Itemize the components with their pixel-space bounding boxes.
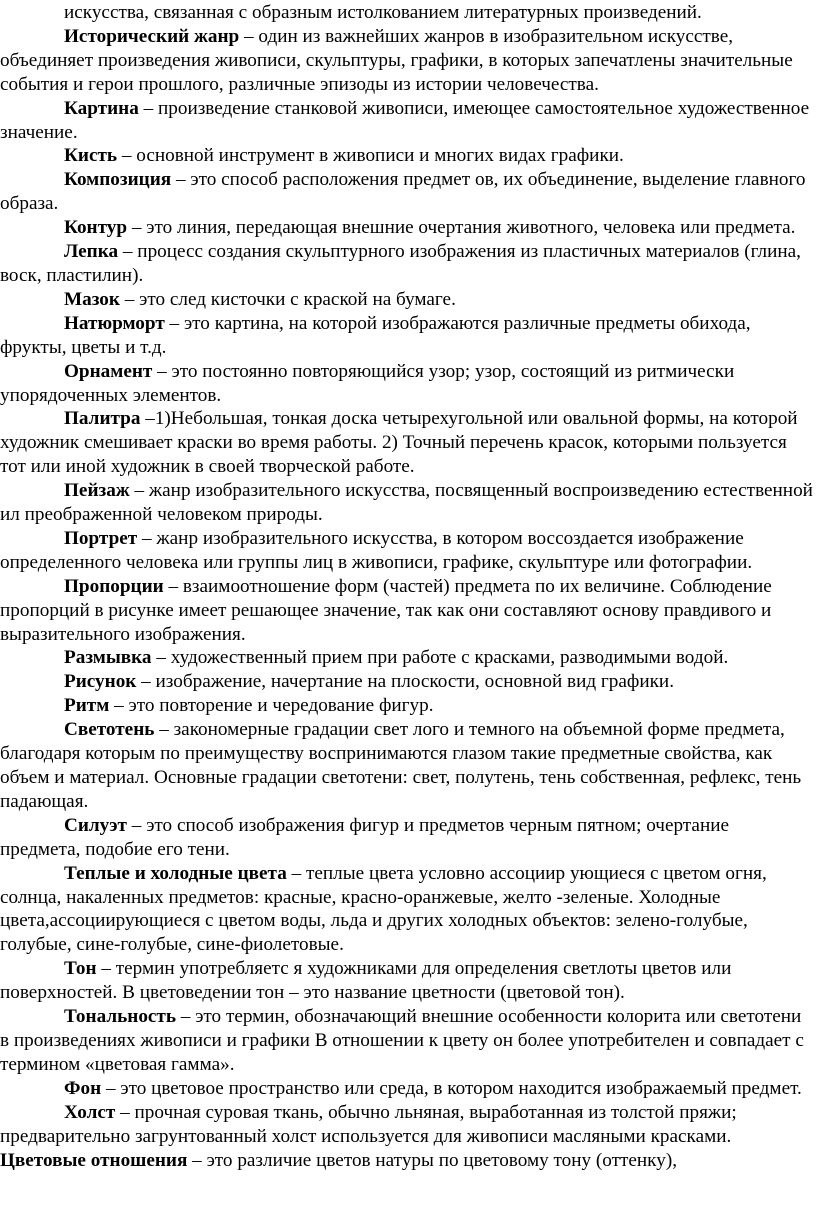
entry-term: Рисунок — [64, 671, 137, 693]
glossary-entry — [0, 575, 814, 647]
entry-term: Натюрморт — [64, 312, 165, 334]
glossary-entry — [0, 527, 814, 575]
entry-term: Картина — [64, 97, 139, 119]
entry-term: Размывка — [64, 647, 152, 669]
glossary-entry — [0, 144, 814, 168]
entry-definition: – теплые цвета условно ассоциир ующиеся с цветом огня, солнца, накаленных предметов: красные, красно-оранжевые, желто -зеленые. Холодные цвета,ассоциирующиеся с цветом воды, льда и других холодных объектов: зелено-голубые, голубые, сине-голубые, сине-фиолетовые. — [0, 862, 767, 956]
entry-definition: – произведение станковой живописи, имеющее самостоятельное художественное значение. — [0, 97, 810, 143]
glossary-entry — [0, 646, 814, 670]
continuation-text: искусства, связанная с образным истолкованием литературных произведений. — [64, 2, 702, 23]
entry-term: Фон — [64, 1077, 102, 1099]
glossary-entry — [0, 862, 814, 958]
entry-term: Холст — [64, 1101, 116, 1123]
entry-term: Теплые и холодные цвета — [64, 862, 287, 884]
glossary-entry — [0, 718, 814, 814]
glossary-entry — [0, 216, 814, 240]
entry-definition: – процесс создания скульптурного изображения из пластичных материалов (глина, воск, пластилин). — [0, 241, 801, 286]
entry-definition: – это линия, передающая внешние очертания животного, человека или предмета. — [127, 217, 796, 239]
entry-term: Силуэт — [64, 814, 127, 836]
glossary-entry — [0, 168, 814, 216]
entry-term: Исторический жанр — [64, 25, 240, 47]
entry-term: Светотень — [64, 719, 155, 741]
entry-definition: – взаимоотношение форм (частей) предмета по их величине. Соблюдение пропорций в рисунке имеет решающее значение, так как они составляют основу правдивого и выразительного изображения. — [0, 575, 772, 645]
entry-definition: – прочная суровая ткань, обычно льняная, выработанная из толстой пряжи; предварительно загрунтованный холст используется для живописи масляными красками. — [0, 1101, 737, 1147]
glossary-entry — [0, 670, 814, 694]
entry-definition: – изображение, начертание на плоскости, основной вид графики. — [136, 671, 674, 693]
glossary-entry — [0, 97, 814, 145]
glossary-entry — [0, 1149, 814, 1173]
entry-definition: – закономерные градации свет лого и темного на объемной форме предмета, благодаря которым по преимуществу воспринимаются глазом такие предметные свойства, как объем и материал. Основные градации светотени: свет, полутень, тень собственная, рефлекс, тень падающая. — [0, 719, 802, 812]
entry-term: Цветовые отношения — [0, 1149, 188, 1171]
entry-definition: – это способ изображения фигур и предметов черным пятном; очертание предмета, подобие его тени. — [0, 814, 729, 860]
entry-term: Орнамент — [64, 360, 153, 382]
entry-definition: – это термин, обозначающий внешние особенности колорита или светотени в произведениях живописи и графики В отношении к цвету он более употребителен и совпадает с термином «цветовая гамма». — [0, 1006, 804, 1075]
entry-definition: – жанр изобразительного искусства, в котором воссоздается изображение определенного человека или группы лиц в живописи, графике, скульптуре или фотографии. — [0, 527, 753, 573]
glossary-entry — [0, 312, 814, 360]
entry-term: Кисть — [64, 145, 118, 167]
glossary-entry — [0, 240, 814, 288]
entry-term: Мазок — [64, 288, 120, 310]
entry-definition: –1)Небольшая, тонкая доска четырехугольной или овальной формы, на которой художник смешивает краски во время работы. 2) Точный перечень красок, которыми пользуется тот или иной художник в своей творческой работе. — [0, 408, 798, 478]
entry-term: Лепка — [64, 241, 119, 263]
glossary-entry — [0, 288, 814, 312]
glossary-entry — [0, 1077, 814, 1101]
entry-definition: – это повторение и чередование фигур. — [109, 695, 434, 717]
glossary-entry — [0, 694, 814, 718]
entry-definition: – это цветовое пространство или среда, в котором находится изображаемый предмет. — [101, 1077, 802, 1099]
glossary-entry — [0, 25, 814, 97]
glossary-entry — [0, 957, 814, 1005]
entry-term: Пропорции — [64, 575, 164, 597]
glossary-entry — [0, 479, 814, 527]
entry-definition: – это различие цветов натуры по цветовому тону (оттенку), — [187, 1149, 678, 1171]
entry-term: Тональность — [64, 1006, 176, 1028]
entry-term: Композиция — [64, 169, 172, 191]
entry-term: Тон — [64, 958, 97, 980]
entry-definition: – жанр изобразительного искусства, посвященный воспроизведению естественной ил преображенной человеком природы. — [0, 480, 813, 526]
entry-definition: – это способ расположения предмет ов, их объединение, выделение главного образа. — [0, 169, 806, 215]
entry-definition: – один из важнейших жанров в изобразительном искусстве, объединяет произведения живописи, скульптуры, графики, в которых запечатлены значительные события и герои прошлого, различные эпизоды из истории человечества. — [0, 25, 793, 95]
entry-term: Пейзаж — [64, 480, 130, 502]
glossary-entry — [0, 1101, 814, 1149]
entry-definition: – это постоянно повторяющийся узор; узор, состоящий из ритмически упорядоченных элементов. — [0, 360, 735, 406]
entry-term: Палитра — [64, 408, 141, 430]
entry-definition: – художественный прием при работе с красками, разводимыми водой. — [151, 647, 729, 669]
entry-definition: – термин употребляетс я художниками для определения светлоты цветов или поверхностей. В цветоведении тон – это название цветности (цветовой тон). — [0, 958, 732, 1004]
entry-term: Портрет — [64, 527, 138, 549]
entry-term: Ритм — [64, 695, 110, 717]
glossary-entry — [0, 407, 814, 479]
entry-definition: – это картина, на которой изображаются различные предметы обихода, фрукты, цветы и т.д. — [0, 312, 751, 358]
glossary-entry — [0, 1005, 814, 1077]
glossary-entry — [0, 360, 814, 408]
entry-definition: – основной инструмент в живописи и многих видах графики. — [117, 145, 624, 167]
entry-term: Контур — [64, 217, 128, 239]
entry-definition: – это след кисточки с краской на бумаге. — [119, 288, 456, 310]
glossary-entry — [0, 814, 814, 862]
